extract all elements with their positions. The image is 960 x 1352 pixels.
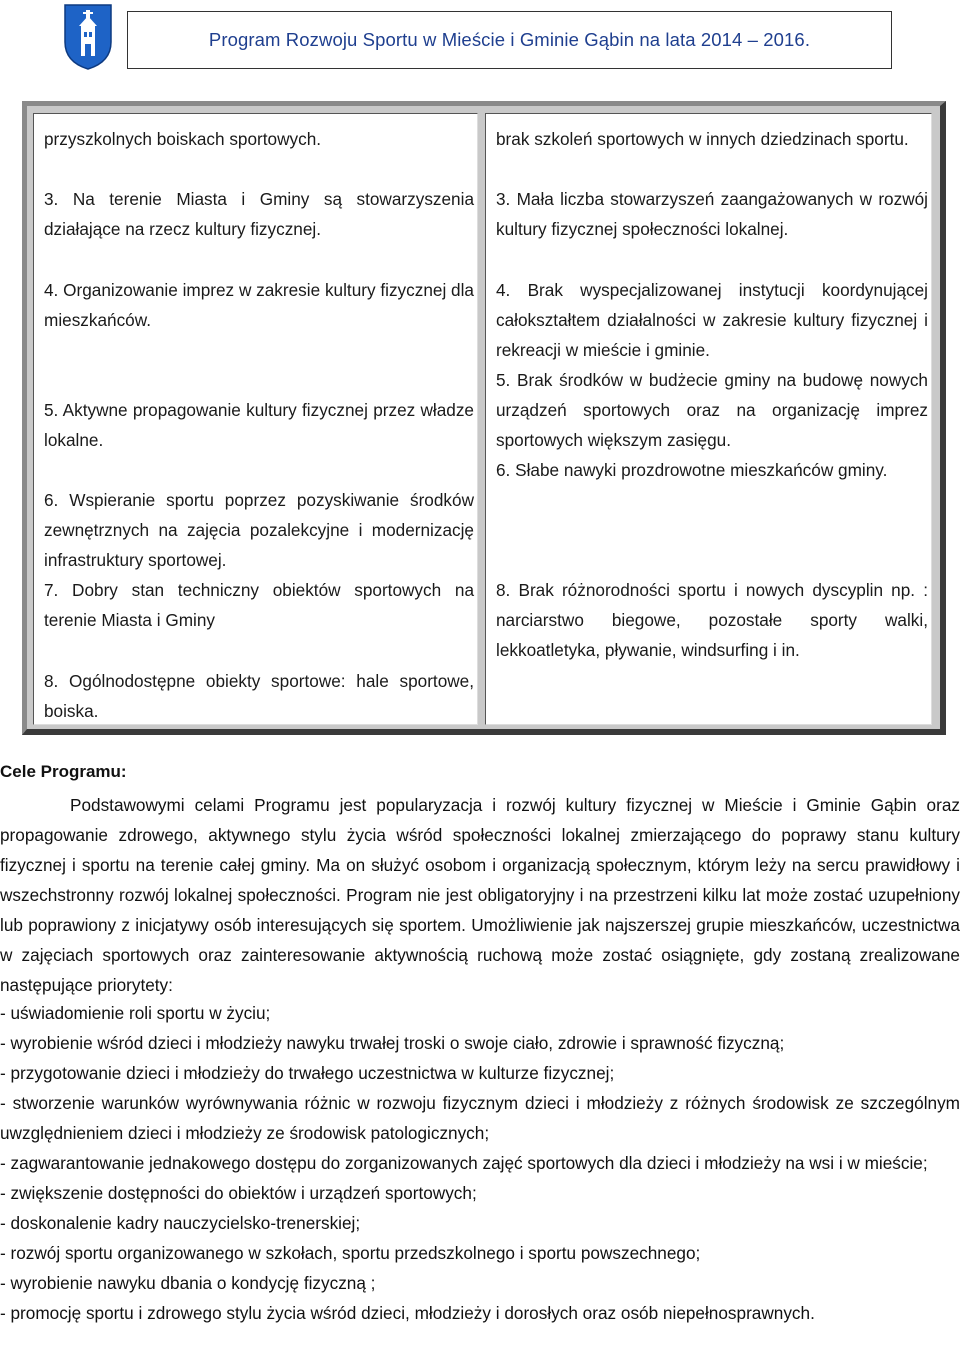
list-item: - zwiększenie dostępności do obiektów i urządzeń sportowych; — [0, 1183, 477, 1203]
section-heading: Cele Programu: — [0, 762, 127, 781]
strengths-column — [33, 113, 478, 725]
table-item: 3. Na terenie Miasta i Gminy są stowarzyszenia działające na rzecz kultury fizycznej. — [44, 189, 474, 239]
list-item: - doskonalenie kadry nauczycielsko-trenerskiej; — [0, 1213, 361, 1233]
page-title: Program Rozwoju Sportu w Mieście i Gminie Gąbin na lata 2014 – 2016. — [208, 29, 811, 50]
goals-paragraph: Podstawowymi celami Programu jest popularyzacja i rozwój kultury fizycznej w Mieście i Gminie Gąbin oraz propagowanie zdrowego, aktywnego stylu życia wśród społeczności lokalnej zmierzającego do poprawy stanu kultury fizycznej i sportu na terenie całej gminy. Ma on służyć osobom i organizacją społecznym, którym leży na sercu prawidłowy i wszechstronny rozwój lokalnej społeczności. Program nie jest obligatoryjny i na przestrzeni kilku lat może zostać uzupełniony lub poprawiony z inicjatywy osób interesujących się sportem. Umożliwienie jak najszerszej grupie mieszkańców, uczestnictwa w zajęciach sportowych oraz zainteresowanie aktywnością ruchową może zostać osiągnięte, gdy zostaną zrealizowane następujące priorytety: — [0, 795, 960, 995]
table-item: 5. Aktywne propagowanie kultury fizycznej przez władze lokalne. — [44, 400, 474, 450]
coat-of-arms-icon — [64, 4, 112, 70]
list-item: - przygotowanie dzieci i młodzieży do trwałego uczestnictwa w kulturze fizycznej; — [0, 1063, 615, 1083]
table-item: 8. Ogólnodostępne obiekty sportowe: hale sportowe, boiska. — [44, 671, 474, 721]
header-bar — [127, 11, 892, 69]
list-item: - wyrobienie wśród dzieci i młodzieży nawyku trwałej troski o swoje ciało, zdrowie i sprawność fizyczną; — [0, 1033, 785, 1053]
table-item: 5. Brak środków w budżecie gminy na budowę nowych urządzeń sportowych oraz na organizację imprez sportowych większym zasięgu. — [496, 370, 928, 450]
list-item: - uświadomienie roli sportu w życiu; — [0, 1003, 271, 1023]
table-item: 4. Organizowanie imprez w zakresie kultury fizycznej dla mieszkańców. — [44, 280, 474, 330]
table-item: 8. Brak różnorodności sportu i nowych dyscyplin np. : narciarstwo biegowe, pozostałe sporty walki, lekkoatletyka, pływanie, windsurfing i in. — [496, 580, 928, 660]
table-item: 3. Mała liczba stowarzyszeń zaangażowanych w rozwój kultury fizycznej społeczności lokalnej. — [496, 189, 928, 239]
list-item: - stworzenie warunków wyrównywania różnic w rozwoju fizycznym dzieci i młodzieży z różnych środowisk ze szczególnym uwzględnieniem dzieci i młodzieży ze środowisk patologicznych; — [0, 1093, 960, 1143]
priorities-list — [0, 998, 960, 1328]
table-item: 7. Dobry stan techniczny obiektów sportowych na terenie Miasta i Gminy — [44, 580, 474, 630]
table-item: 6. Wspieranie sportu poprzez pozyskiwanie środków zewnętrznych na zajęcia pozalekcyjne i modernizację infrastruktury sportowej. — [44, 490, 474, 570]
table-item: 4. Brak wyspecjalizowanej instytucji koordynującej całokształtem działalności w zakresie kultury fizycznej i rekreacji w mieście i gminie. — [496, 280, 928, 360]
table-item: 6. Słabe nawyki prozdrowotne mieszkańców gminy. — [496, 460, 888, 480]
weaknesses-column — [485, 113, 932, 725]
list-item: - promocję sportu i zdrowego stylu życia wśród dzieci, młodzieży i dorosłych oraz osób niepełnosprawnych. — [0, 1303, 815, 1323]
table-item: brak szkoleń sportowych w innych dziedzinach sportu. — [496, 129, 909, 149]
swot-table — [22, 101, 946, 735]
list-item: - rozwój sportu organizowanego w szkołach, sportu przedszkolnego i sportu powszechnego; — [0, 1243, 701, 1263]
list-item: - zagwarantowanie jednakowego dostępu do zorganizowanych zajęć sportowych dla dzieci i młodzieży na wsi i w mieście; — [0, 1153, 928, 1173]
list-item: - wyrobienie nawyku dbania o kondycję fizyczną ; — [0, 1273, 376, 1293]
table-item: przyszkolnych boiskach sportowych. — [44, 129, 322, 149]
